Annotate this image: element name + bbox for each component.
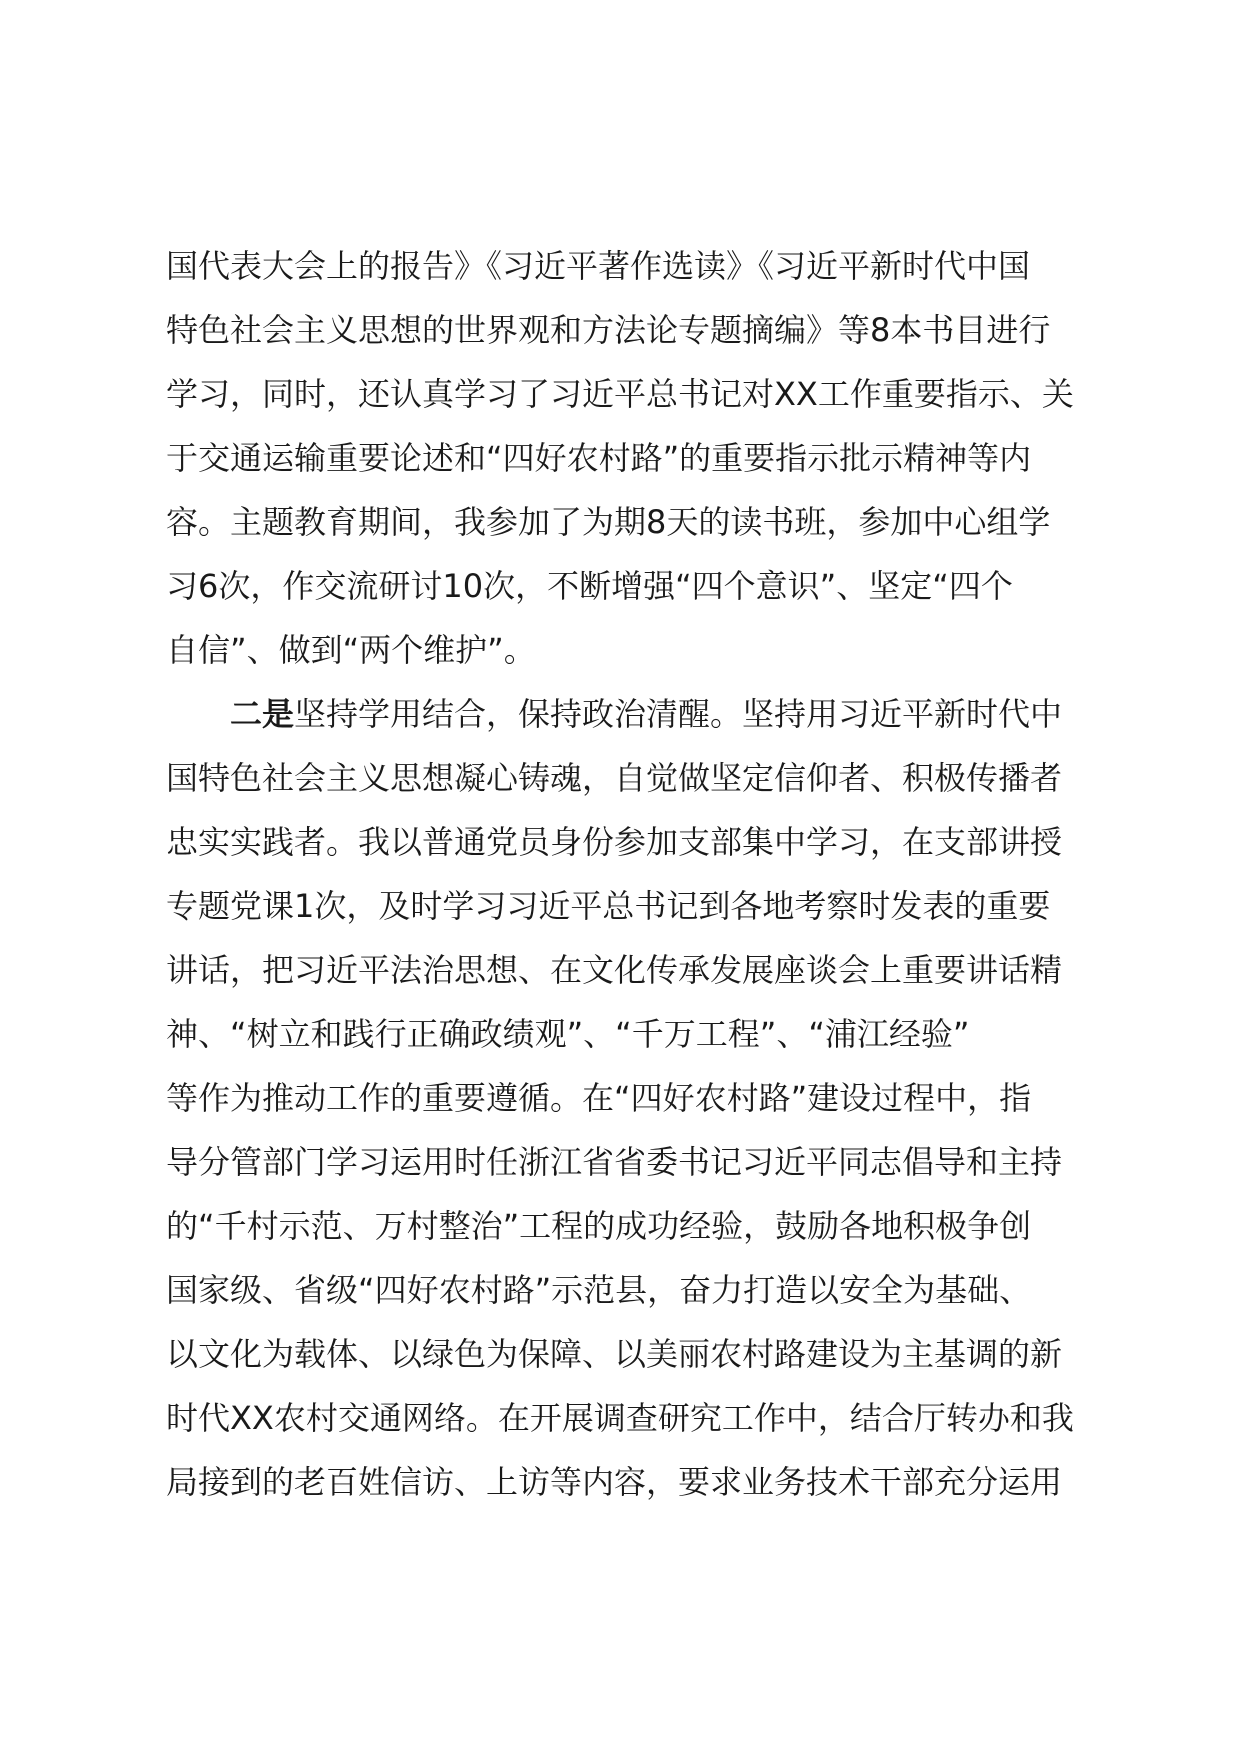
paragraph-lead-rest: 坚持学用结合，保持政治清醒。坚持用习近平新时代中 (294, 695, 1063, 733)
text-line: 讲话，把习近平法治思想、在文化传承发展座谈会上重要讲话精 (166, 951, 1063, 989)
text-line: 容。主题教育期间，我参加了为期8天的读书班，参加中心组学 (166, 503, 1051, 541)
text-line: 时代XX农村交通网络。在开展调查研究工作中，结合厅转办和我 (166, 1399, 1074, 1437)
text-line: 等作为推动工作的重要遵循。在“四好农村路”建设过程中，指 (166, 1079, 1032, 1117)
text-line: 国特色社会主义思想凝心铸魂，自觉做坚定信仰者、积极传播者 (166, 759, 1063, 797)
paragraph-lead: 二是 (230, 695, 295, 733)
text-line: 以文化为载体、以绿色为保障、以美丽农村路建设为主基调的新 (166, 1335, 1063, 1373)
text-line: 于交通运输重要论述和“四好农村路”的重要指示批示精神等内 (166, 439, 1032, 477)
paragraph-first-line (166, 682, 1106, 746)
text-line: 学习，同时，还认真学习了习近平总书记对XX工作重要指示、关 (166, 375, 1074, 413)
text-line: 专题党课1次，及时学习习近平总书记到各地考察时发表的重要 (166, 887, 1051, 925)
text-line: 神、“树立和践行正确政绩观”、“千万工程”、“浦江经验” (166, 1015, 970, 1053)
text-line: 国代表大会上的报告》《习近平著作选读》《习近平新时代中国 (166, 247, 1031, 285)
text-line: 特色社会主义思想的世界观和方法论专题摘编》等8本书目进行 (166, 311, 1051, 349)
text-line: 国家级、省级“四好农村路”示范县，奋力打造以安全为基础、 (166, 1271, 1032, 1309)
text-line: 习6次，作交流研讨10次，不断增强“四个意识”、坚定“四个 (166, 567, 1013, 605)
text-line: 忠实实践者。我以普通党员身份参加支部集中学习，在支部讲授 (166, 823, 1063, 861)
text-line: 导分管部门学习运用时任浙江省省委书记习近平同志倡导和主持 (166, 1143, 1063, 1181)
text-line: 的“千村示范、万村整治”工程的成功经验，鼓励各地积极争创 (166, 1207, 1032, 1245)
text-line: 自信”、做到“两个维护”。 (166, 631, 536, 669)
text-line: 局接到的老百姓信访、上访等内容，要求业务技术干部充分运用 (166, 1463, 1063, 1501)
body-text (166, 234, 1106, 1514)
